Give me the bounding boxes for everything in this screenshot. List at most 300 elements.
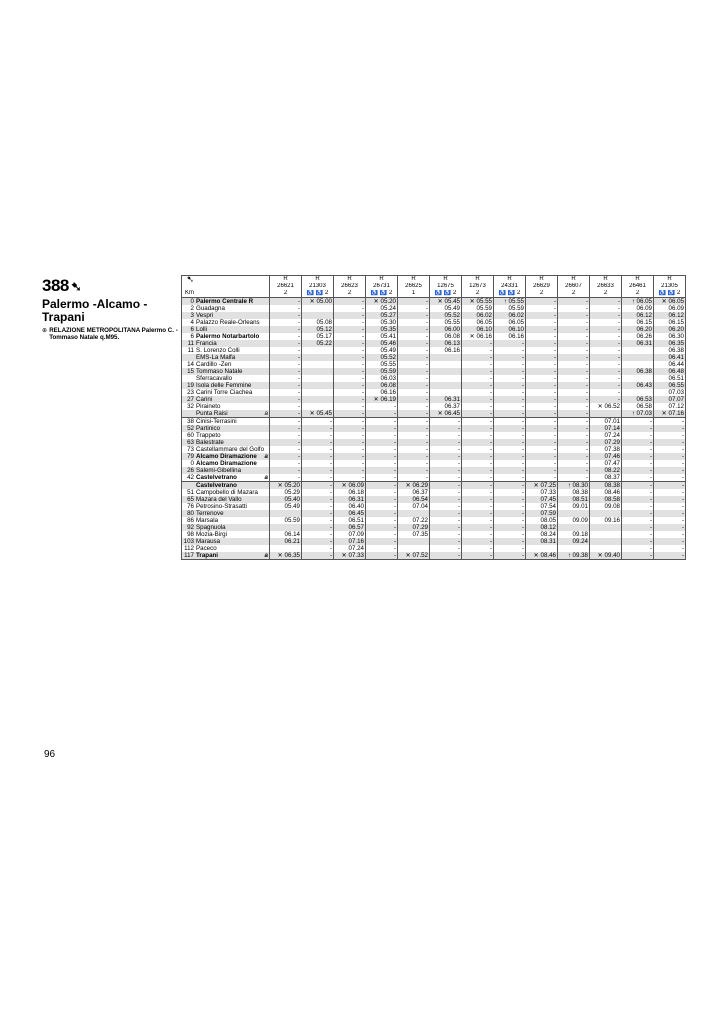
time-cell [430, 389, 462, 396]
time-cell: - [302, 446, 334, 453]
time-cell: 07.54 [526, 503, 558, 510]
time-cell: - [366, 538, 398, 545]
time-cell: - [334, 305, 366, 312]
time-cell: - [302, 460, 334, 467]
km-cell: 92 [182, 524, 196, 531]
time-cell: 06.31 [622, 340, 654, 347]
station-name: Palazzo Reale-Orleans [196, 319, 260, 326]
time-cell: - [398, 319, 430, 326]
time-cell: - [302, 552, 334, 560]
time-cell: - [590, 298, 622, 306]
time-cell: - [270, 453, 302, 460]
station-cell [195, 410, 270, 418]
time-cell: 06.57 [334, 524, 366, 531]
time-cell: 05.59 [270, 517, 302, 524]
station-cell [195, 326, 270, 333]
time-cell: - [462, 389, 494, 396]
service-icons: 2 [590, 290, 622, 298]
time-cell: - [494, 347, 526, 354]
timetable-body [182, 276, 686, 560]
time-cell: - [590, 396, 622, 403]
time-cell: - [270, 425, 302, 432]
train-type-label: R [654, 276, 686, 284]
time-cell: 09.24 [558, 538, 590, 545]
time-cell: - [398, 410, 430, 418]
time-cell: 07.45 [526, 496, 558, 503]
time-cell: - [334, 432, 366, 439]
km-cell [182, 410, 196, 418]
service-row [182, 290, 686, 298]
time-cell [398, 545, 430, 552]
station-name: EMS-La Malfa [196, 354, 236, 361]
time-cell: - [430, 453, 462, 460]
train-type-label: R [558, 276, 590, 284]
time-cell [302, 403, 334, 410]
time-cell: 06.55 [654, 382, 686, 389]
time-cell: - [558, 425, 590, 432]
time-cell: ✕ 07.33 [334, 552, 366, 560]
time-cell: - [270, 375, 302, 382]
time-cell: 07.03 [654, 389, 686, 396]
time-cell: - [622, 482, 654, 490]
time-cell: - [494, 552, 526, 560]
train-number: 26621 [270, 283, 302, 290]
time-cell: 07.47 [590, 460, 622, 467]
time-cell: - [590, 368, 622, 375]
time-cell: 05.17 [302, 333, 334, 340]
time-cell: - [462, 510, 494, 517]
time-cell: - [462, 538, 494, 545]
time-cell: - [590, 340, 622, 347]
time-cell: - [366, 446, 398, 453]
station-cell [195, 425, 270, 432]
time-cell: - [494, 432, 526, 439]
time-cell: ✕ 06.09 [334, 482, 366, 490]
time-cell: - [366, 410, 398, 418]
station-name: Alcamo Diramazione [196, 460, 257, 467]
route-header [42, 276, 178, 341]
km-cell: 0 [182, 298, 196, 306]
station-name: Paceco [196, 545, 217, 552]
km-cell: 42 [182, 474, 196, 482]
time-cell: - [494, 510, 526, 517]
time-cell: - [622, 453, 654, 460]
time-cell: - [462, 340, 494, 347]
time-cell [302, 368, 334, 375]
time-cell: 06.44 [654, 361, 686, 368]
time-cell: - [654, 439, 686, 446]
time-cell: - [334, 446, 366, 453]
station-name: Marausa [196, 538, 221, 545]
time-cell: - [270, 298, 302, 306]
time-cell: ✕ 06.45 [430, 410, 462, 418]
time-cell: 07.12 [654, 403, 686, 410]
station-name: Isola delle Femmine [196, 382, 252, 389]
time-cell: 06.05 [494, 319, 526, 326]
time-cell: - [558, 446, 590, 453]
station-name: Palermo Notarbartolo [196, 333, 260, 340]
time-cell: 05.22 [302, 340, 334, 347]
station-name: Francia [196, 340, 217, 347]
time-cell: - [302, 545, 334, 552]
table-row [182, 340, 686, 347]
service-icons: 2 [334, 290, 366, 298]
time-cell [590, 545, 622, 552]
time-cell: - [462, 347, 494, 354]
time-cell: - [526, 361, 558, 368]
time-cell: ✕ 06.29 [398, 482, 430, 490]
time-cell: 05.08 [302, 319, 334, 326]
table-row [182, 298, 686, 306]
time-cell: 05.49 [366, 347, 398, 354]
time-cell: ✕ 07.52 [398, 552, 430, 560]
time-cell: 09.18 [558, 531, 590, 538]
time-cell: - [494, 545, 526, 552]
time-cell: 05.27 [366, 312, 398, 319]
time-cell: 05.59 [462, 305, 494, 312]
table-row [182, 538, 686, 545]
time-cell: - [462, 482, 494, 490]
service-icons: ♿ ♿ 2 [430, 290, 462, 298]
time-cell: - [526, 382, 558, 389]
km-cell: 60 [182, 432, 196, 439]
station-cell [195, 453, 270, 460]
time-cell: - [494, 467, 526, 474]
time-cell: - [398, 312, 430, 319]
time-cell: - [526, 354, 558, 361]
time-cell: - [270, 319, 302, 326]
train-number: 21305 [654, 283, 686, 290]
station-name: Lolli [196, 326, 208, 333]
time-cell: - [270, 333, 302, 340]
arrival-marker: a [264, 410, 268, 417]
time-cell: - [270, 326, 302, 333]
time-cell: - [622, 552, 654, 560]
time-cell: - [494, 439, 526, 446]
time-cell: 05.59 [366, 368, 398, 375]
time-cell: - [334, 298, 366, 306]
train-type-label: R [526, 276, 558, 284]
time-cell: - [462, 354, 494, 361]
time-cell: - [526, 375, 558, 382]
time-cell: - [462, 361, 494, 368]
train-type-label: R [366, 276, 398, 284]
time-cell: - [526, 305, 558, 312]
train-number: 24331 [494, 283, 526, 290]
time-cell: 05.55 [366, 361, 398, 368]
time-cell: - [494, 410, 526, 418]
time-cell: - [622, 432, 654, 439]
time-cell: - [462, 503, 494, 510]
time-cell: 06.21 [270, 538, 302, 545]
time-cell: - [590, 375, 622, 382]
time-cell: - [494, 538, 526, 545]
time-cell: 08.31 [526, 538, 558, 545]
station-cell [195, 361, 270, 368]
timetable-grid [181, 275, 686, 560]
station-name: Alcamo Diramazione [196, 453, 257, 460]
table-row [182, 482, 686, 490]
km-cell: 23 [182, 389, 196, 396]
station-cell [195, 474, 270, 482]
time-cell: - [654, 531, 686, 538]
time-cell: - [334, 347, 366, 354]
time-cell: - [526, 439, 558, 446]
time-cell: - [558, 439, 590, 446]
time-cell: - [302, 496, 334, 503]
time-cell: - [270, 340, 302, 347]
time-cell: 06.38 [654, 347, 686, 354]
time-cell: - [398, 418, 430, 426]
time-cell: - [558, 418, 590, 426]
time-cell: - [558, 382, 590, 389]
station-name: Vespri [196, 312, 214, 319]
time-cell: - [430, 524, 462, 531]
time-cell: ↑ 08.30 [558, 482, 590, 490]
time-cell: 06.31 [430, 396, 462, 403]
station-cell [195, 489, 270, 496]
km-header: Km [182, 290, 196, 298]
km-cell: 11 [182, 340, 196, 347]
time-cell [430, 382, 462, 389]
time-cell: - [526, 319, 558, 326]
time-cell: - [270, 396, 302, 403]
time-cell: 06.45 [334, 510, 366, 517]
km-cell: 6 [182, 333, 196, 340]
km-cell: 76 [182, 503, 196, 510]
time-cell: - [526, 389, 558, 396]
time-cell: - [462, 467, 494, 474]
time-cell: - [622, 538, 654, 545]
time-cell: - [270, 446, 302, 453]
station-name: Mozia-Birgi [196, 531, 227, 538]
time-cell: - [590, 389, 622, 396]
time-cell: - [590, 319, 622, 326]
time-cell: 08.22 [590, 467, 622, 474]
time-cell: - [590, 347, 622, 354]
time-cell: - [526, 368, 558, 375]
km-cell: 6 [182, 326, 196, 333]
time-cell [302, 389, 334, 396]
time-cell: 06.20 [654, 326, 686, 333]
time-cell: 06.02 [462, 312, 494, 319]
km-cell: 15 [182, 368, 196, 375]
time-cell: 06.12 [654, 312, 686, 319]
station-cell [195, 545, 270, 552]
station-name: Castellammare del Golfo [196, 446, 265, 453]
time-cell: - [302, 467, 334, 474]
station-cell [195, 446, 270, 453]
time-cell: - [302, 538, 334, 545]
time-cell: - [558, 361, 590, 368]
station-cell [195, 496, 270, 503]
time-cell: - [654, 545, 686, 552]
time-cell: - [462, 396, 494, 403]
table-row [182, 403, 686, 410]
time-cell: 05.46 [366, 340, 398, 347]
table-row [182, 347, 686, 354]
time-cell: - [622, 489, 654, 496]
time-cell: - [558, 312, 590, 319]
km-cell: 112 [182, 545, 196, 552]
route-number-text: 388 [42, 276, 69, 295]
station-name: Castelvetrano [196, 482, 237, 489]
time-cell: - [654, 538, 686, 545]
time-cell: 06.09 [622, 305, 654, 312]
time-cell: - [622, 524, 654, 531]
time-cell: 07.24 [334, 545, 366, 552]
station-cell [195, 375, 270, 382]
time-cell [558, 510, 590, 517]
time-cell: - [302, 517, 334, 524]
time-cell: - [494, 460, 526, 467]
time-cell: 06.20 [622, 326, 654, 333]
table-row [182, 446, 686, 453]
time-cell [590, 531, 622, 538]
time-cell: - [270, 347, 302, 354]
km-cell: 63 [182, 439, 196, 446]
station-cell [195, 312, 270, 319]
km-cell: 98 [182, 531, 196, 538]
service-icons: 1 [398, 290, 430, 298]
time-cell: - [494, 340, 526, 347]
km-cell: 73 [182, 446, 196, 453]
time-cell: - [494, 453, 526, 460]
time-cell [430, 368, 462, 375]
time-cell: - [334, 354, 366, 361]
service-icons: 2 [462, 290, 494, 298]
time-cell: 06.53 [622, 396, 654, 403]
station-cell [195, 347, 270, 354]
time-cell: 07.01 [590, 418, 622, 426]
time-cell: - [654, 474, 686, 482]
time-cell: - [526, 298, 558, 306]
time-cell: - [366, 453, 398, 460]
time-cell: - [334, 382, 366, 389]
time-cell [302, 361, 334, 368]
time-cell: - [398, 439, 430, 446]
table-row [182, 396, 686, 403]
time-cell: - [526, 312, 558, 319]
time-cell: - [558, 410, 590, 418]
station-cell [195, 482, 270, 490]
time-cell: - [462, 410, 494, 418]
time-cell [302, 312, 334, 319]
time-cell: - [430, 467, 462, 474]
km-cell [182, 375, 196, 382]
service-icons: ♿ ♿ 2 [302, 290, 334, 298]
table-row [182, 467, 686, 474]
time-cell: - [366, 531, 398, 538]
service-icons: 2 [622, 290, 654, 298]
time-cell: 06.35 [654, 340, 686, 347]
time-cell: - [558, 375, 590, 382]
time-cell: 06.30 [654, 333, 686, 340]
train-type-label: R [430, 276, 462, 284]
time-cell: - [526, 425, 558, 432]
time-cell: 05.30 [366, 319, 398, 326]
table-row [182, 361, 686, 368]
time-cell: 07.38 [590, 446, 622, 453]
time-cell: - [494, 425, 526, 432]
time-cell: - [462, 432, 494, 439]
time-cell: - [558, 474, 590, 482]
table-row [182, 425, 686, 432]
train-type-label: R [622, 276, 654, 284]
service-icons: 2 [270, 290, 302, 298]
time-cell: - [494, 382, 526, 389]
time-cell [622, 361, 654, 368]
table-row [182, 489, 686, 496]
table-row [182, 439, 686, 446]
time-cell: - [526, 467, 558, 474]
table-row [182, 354, 686, 361]
station-name: Sferracavallo [196, 375, 233, 382]
service-icons: 2 [526, 290, 558, 298]
time-cell: 06.31 [334, 496, 366, 503]
time-cell: - [654, 482, 686, 490]
time-cell [558, 545, 590, 552]
time-cell: - [494, 503, 526, 510]
time-cell: 05.52 [366, 354, 398, 361]
time-cell: - [494, 482, 526, 490]
time-cell: 07.09 [334, 531, 366, 538]
time-cell: - [302, 453, 334, 460]
station-cell [195, 538, 270, 545]
time-cell: - [494, 396, 526, 403]
time-cell: - [270, 432, 302, 439]
time-cell: - [526, 410, 558, 418]
time-cell: - [526, 446, 558, 453]
time-cell: - [366, 418, 398, 426]
route-note [42, 327, 178, 341]
time-cell: - [398, 389, 430, 396]
table-row [182, 474, 686, 482]
time-cell: - [654, 425, 686, 432]
time-cell: - [654, 517, 686, 524]
time-cell: - [462, 375, 494, 382]
time-cell: ✕ 06.05 [654, 298, 686, 306]
time-cell: - [494, 496, 526, 503]
time-cell: - [590, 361, 622, 368]
time-cell: - [622, 496, 654, 503]
time-cell: 06.18 [334, 489, 366, 496]
time-cell: - [334, 312, 366, 319]
time-cell: 08.37 [590, 474, 622, 482]
station-cell [195, 517, 270, 524]
time-cell: - [590, 354, 622, 361]
time-cell: - [334, 467, 366, 474]
time-cell: - [462, 489, 494, 496]
time-cell: - [398, 368, 430, 375]
time-cell: - [462, 517, 494, 524]
time-cell: 06.08 [366, 382, 398, 389]
station-cell [195, 354, 270, 361]
time-cell: - [270, 312, 302, 319]
time-cell: - [302, 524, 334, 531]
table-row [182, 531, 686, 538]
time-cell: - [622, 517, 654, 524]
time-cell [270, 545, 302, 552]
train-number: 26461 [622, 283, 654, 290]
time-cell: - [558, 326, 590, 333]
time-cell: - [270, 418, 302, 426]
km-cell: 103 [182, 538, 196, 545]
time-cell: 07.29 [590, 439, 622, 446]
service-icons: 2 [558, 290, 590, 298]
time-cell: 05.49 [270, 503, 302, 510]
station-cell [195, 340, 270, 347]
